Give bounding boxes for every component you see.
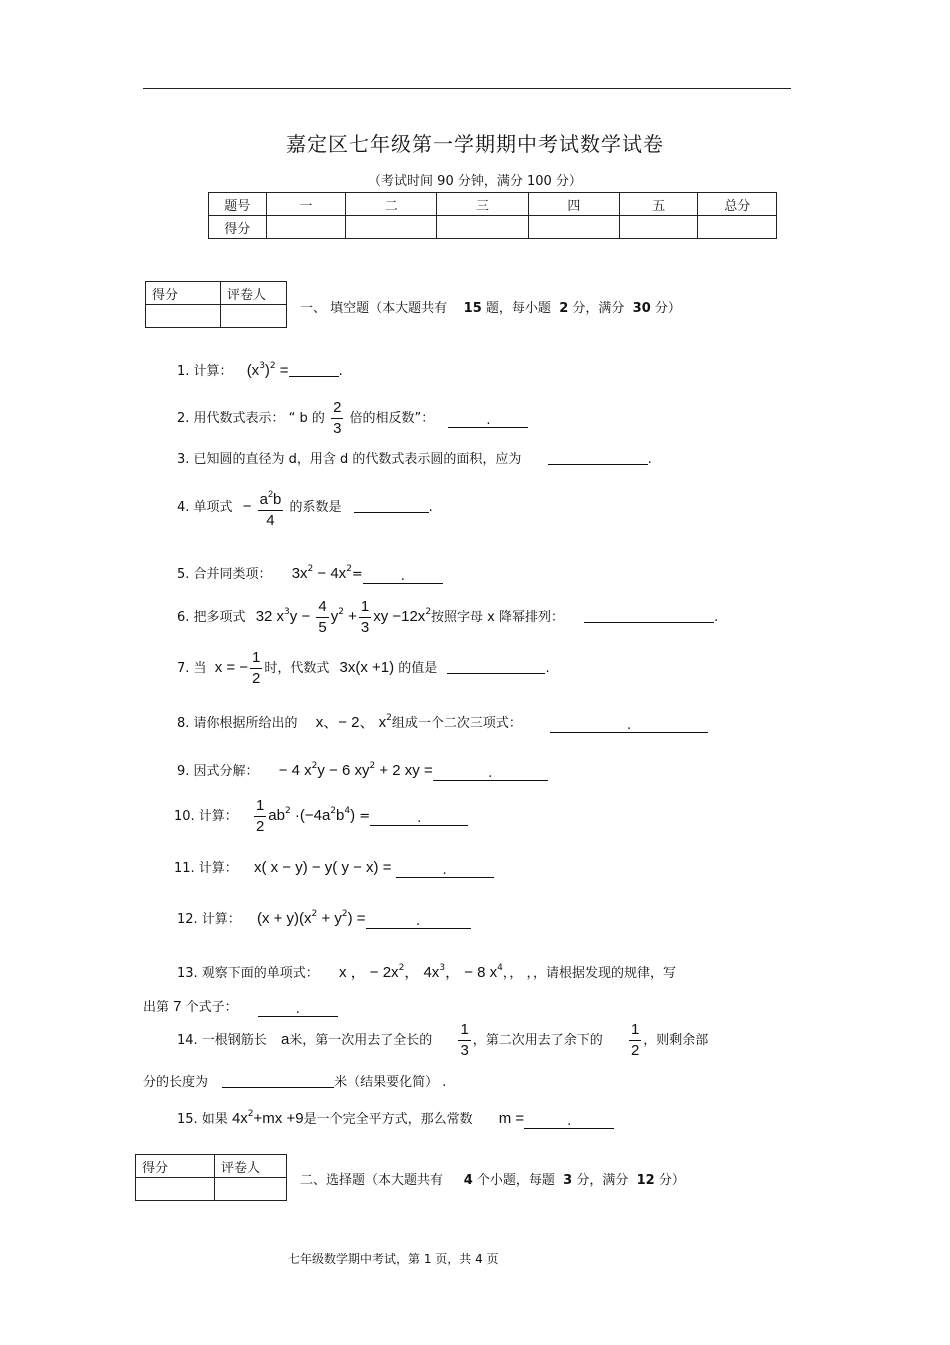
question-15 [177,1108,614,1129]
question-text: 组成一个二次三项式： [391,716,522,731]
section2-heading [300,1169,685,1188]
answer-blank[interactable]: . [448,413,528,428]
math: (x [246,362,260,379]
score-entry[interactable] [698,216,777,239]
grader-box-2 [135,1154,287,1201]
denominator: 5 [318,619,327,636]
section-text: 个小题，每题 [476,1173,555,1188]
section-count: 15 [463,301,482,316]
question-text: ，， ，，请根据发现的规律，写 [502,966,677,981]
question-text: ，则剩余部 [643,1033,709,1048]
question-14 [177,1020,708,1061]
math: y [330,608,339,625]
page-footer: 七年级数学期中考试，第 1 页，共 4 页 [288,1252,499,1266]
exponent: 2 [269,361,276,371]
answer-blank[interactable] [447,659,545,674]
exponent: 2 [311,761,318,771]
question-5 [177,563,443,584]
question-label: 7. 当 [177,661,207,676]
question-9 [177,760,548,781]
section-text: 分） [658,1173,685,1188]
math: − [242,498,252,515]
math: ) = [347,910,366,927]
math: x、− 2、 x [315,714,387,731]
fraction [331,398,343,439]
question-label: 1. 计算： [177,364,233,379]
question-text: 出第 [143,1000,170,1015]
section-text: 分，满分 [576,1173,629,1188]
question-text: 米，第一次用去了全长的 [289,1033,433,1048]
answer-blank[interactable] [354,498,429,513]
math: (x + y)(x [256,910,312,927]
math: 32 x [255,608,285,625]
math: = [351,567,363,582]
question-text: 倍的相反数”： [349,411,435,426]
score-table-cell: 四 [528,193,619,216]
exponent: 2 [284,806,291,816]
answer-blank[interactable] [222,1073,334,1088]
answer-blank[interactable]: . [550,718,708,733]
fraction [258,484,284,531]
score-table-header-row [209,193,777,216]
section-total: 12 [636,1173,655,1188]
exponent: 2 [346,564,352,574]
exponent: 2 [330,806,337,816]
section-text: 分） [654,301,681,316]
fraction [359,597,371,638]
numerator: 1 [458,1020,470,1041]
score-entry[interactable] [528,216,619,239]
page-title: 嘉定区七年级第一学期期中考试数学试卷 [286,132,664,156]
grader-label: 评卷人 [221,282,287,305]
section1-heading [300,297,681,316]
math: ， − 8 x [445,964,498,981]
score-entry[interactable] [620,216,698,239]
answer-blank[interactable]: . [524,1114,614,1129]
question-label: 11. 计算： [174,861,238,876]
question-8 [177,711,708,733]
math: ， 4x [404,964,440,981]
section-text: 二、选择题（本大题共有 [300,1173,444,1188]
math: y − 6 xy [317,762,370,779]
section-text: 题，每小题 [485,301,551,316]
question-label: 6. 把多项式 [177,610,246,625]
numerator: 2 [331,398,343,419]
question-label: 9. 因式分解： [177,764,259,779]
math: x( x − y) − y( y − x) = [253,859,392,876]
math: + [348,608,357,625]
question-12 [177,908,471,929]
question-text: 的值是 [398,661,438,676]
fraction [316,597,328,638]
score-entry[interactable] [266,216,345,239]
question-text: 时，代数式 [264,661,330,676]
score-entry[interactable] [346,216,437,239]
exponent: 3 [259,361,265,371]
answer-blank[interactable] [289,362,339,377]
denominator: 2 [252,670,261,687]
grader-label: 评卷人 [215,1155,287,1178]
exponent: 2 [369,761,376,771]
math: 3x [291,565,308,582]
question-14-line2 [143,1071,446,1090]
question-2 [177,398,528,439]
denominator: 4 [266,512,275,529]
question-text: 分的长度为 [143,1075,209,1090]
exponent: 2 [341,909,348,919]
fraction [458,1020,470,1061]
section-each: 3 [563,1173,573,1188]
question-label: 10. 计算： [174,809,238,824]
question-text: ，第二次用去了余下的 [472,1033,603,1048]
punct: . [545,661,550,676]
section-count: 4 [463,1173,473,1188]
score-table-cell: 三 [437,193,528,216]
question-text: 个式子： [185,1000,238,1015]
grader-entry[interactable] [215,1178,287,1201]
math: + y [317,910,342,927]
math: m = [498,1110,525,1127]
question-label: 12. 计算： [177,912,241,927]
math: 4x [231,1110,248,1127]
score-table-cell: 五 [620,193,698,216]
score-table [208,192,777,239]
math: x ， − 2x [338,964,399,981]
math: = [359,809,371,824]
question-label: 8. 请你根据所给出的 [177,716,298,731]
fraction [629,1020,641,1061]
score-table-cell: 二 [346,193,437,216]
math: − 4x [317,565,347,582]
question-13 [177,961,676,982]
answer-blank[interactable]: . [258,1002,338,1017]
math: ) [350,807,356,824]
question-4 [177,484,433,531]
section-total: 30 [632,301,651,316]
question-text: 的系数是 [289,500,342,515]
section-text: 分，满分 [572,301,625,316]
exponent: 2 [386,713,392,723]
exponent: 2 [267,489,273,499]
question-6 [177,597,718,638]
punct: . [647,452,652,467]
answer-blank[interactable] [584,608,714,623]
numerator: 4 [316,597,328,618]
denominator: 2 [630,1042,640,1059]
answer-blank[interactable]: . [366,914,471,929]
math: +mx +9 [253,1110,304,1127]
exponent: 2 [425,607,432,617]
section-each: 2 [559,301,569,316]
score-table-cell: 总分 [698,193,777,216]
question-1 [177,360,343,379]
numerator: a [259,491,268,508]
score-entry[interactable] [437,216,528,239]
math: a [280,1031,290,1048]
answer-blank[interactable]: . [396,863,494,878]
exponent: 4 [497,963,503,973]
top-rule [143,88,791,89]
answer-blank[interactable] [548,450,648,465]
numerator: 1 [250,648,262,669]
answer-blank[interactable]: . [370,811,468,826]
exponent: 3 [284,607,290,617]
exam-info: （考试时间 90 分钟，满分 100 分） [368,174,582,189]
grader-score-entry[interactable] [136,1178,215,1201]
question-label: 13. 观察下面的单项式： [177,966,319,981]
question-10 [174,796,468,837]
question-label: 3. 已知圆的直径为 d，用含 d 的代数式表示圆的面积，应为 [177,452,522,467]
question-text: 按照字母 x 降幂排列： [431,610,565,625]
answer-blank[interactable]: . [363,569,443,584]
denominator: 3 [460,1042,469,1059]
score-table-cell: 题号 [209,193,267,216]
question-text: 是一个完全平方式，那么常数 [303,1112,473,1127]
math: 7 [173,998,182,1015]
numerator: 1 [254,796,266,817]
question-label: 5. 合并同类项： [177,567,272,582]
denominator: 3 [333,420,342,437]
math: = [279,362,289,379]
section-text: 一、 填空题（本大题共有 [300,301,448,316]
math: 3x(x +1) [339,659,395,676]
question-label: 15. 如果 [177,1112,228,1127]
punct: . [338,364,343,379]
grader-entry[interactable] [221,305,287,328]
grader-score-entry[interactable] [146,305,221,328]
math: − 4 x [278,762,312,779]
math: y − [289,608,311,625]
exponent: 2 [307,564,314,574]
punct: . [428,500,433,515]
grader-score-label: 得分 [136,1155,215,1178]
math: ·(−4a [294,807,331,824]
numerator: 1 [359,597,371,618]
fraction [254,796,266,837]
exponent: 2 [398,963,405,973]
score-table-cell: 一 [266,193,345,216]
math: x = − [214,659,249,676]
denominator: 3 [360,619,370,636]
math: ) [264,362,270,379]
exponent: 2 [338,607,344,617]
question-label: 4. 单项式 [177,500,233,515]
exponent: 2 [311,909,318,919]
exponent: 3 [439,963,446,973]
exponent: 4 [344,806,351,816]
question-7 [177,648,550,689]
question-3 [177,448,652,467]
math: + 2 xy = [379,762,433,779]
numerator: 1 [629,1020,641,1041]
question-13-line2 [143,996,338,1017]
math: b [336,807,345,824]
question-11 [174,857,494,878]
grader-box [145,281,287,328]
question-text: 米（结果要化简） . [334,1075,447,1090]
fraction [250,648,262,689]
math: ab [268,807,285,824]
numerator: b [272,491,282,508]
question-label: 2. 用代数式表示： “ b 的 [177,411,325,426]
question-label: 14. 一根钢筋长 [177,1033,267,1048]
denominator: 2 [255,818,265,835]
answer-blank[interactable]: . [433,766,548,781]
score-table-cell: 得分 [209,216,267,239]
score-table-score-row [209,216,777,239]
punct: . [714,610,719,625]
grader-score-label: 得分 [146,282,221,305]
math: xy −12x [373,608,426,625]
exponent: 2 [247,1109,254,1119]
